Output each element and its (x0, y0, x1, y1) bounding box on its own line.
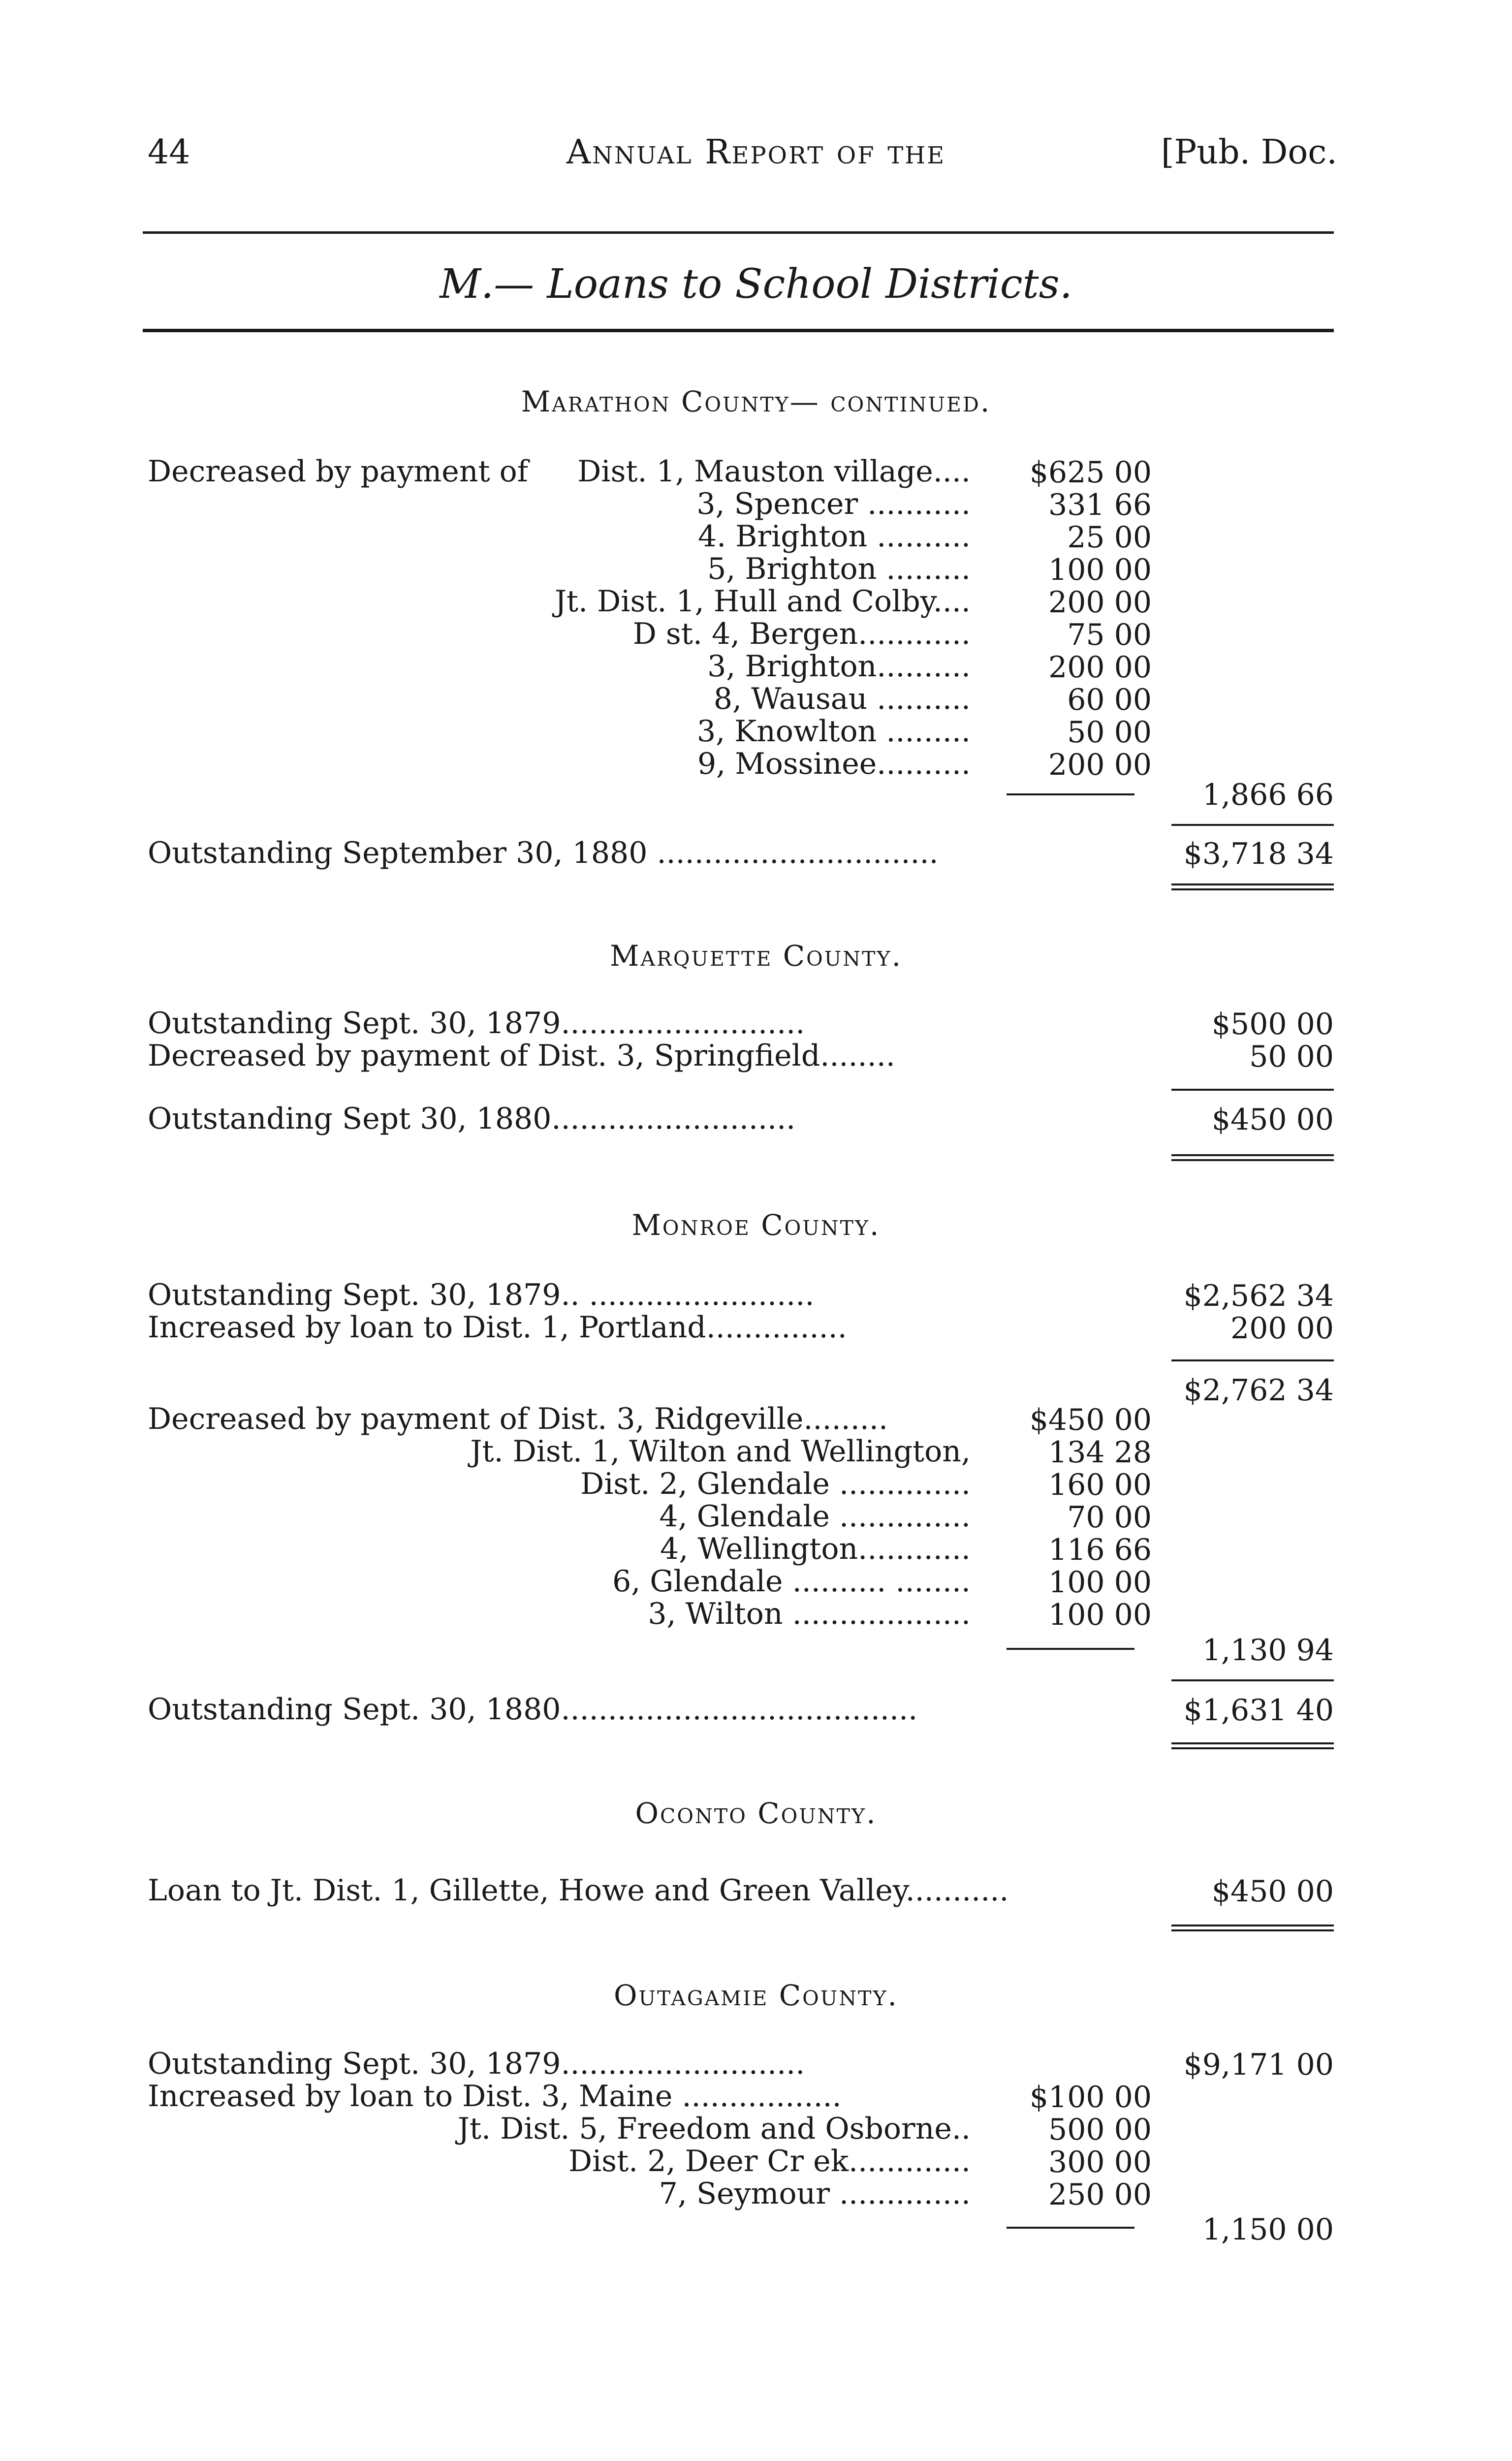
outagamie-loan-label: Jt. Dist. 5, Freedom and Osborne.. (457, 2112, 971, 2146)
monroe-payment-label: Dist. 2, Glendale .............. (580, 1467, 971, 1501)
marathon-row-label: 3, Brighton.......... (707, 649, 971, 684)
monroe-payment-amount: 116 66 (1048, 1533, 1152, 1567)
marathon-row-amount: 200 00 (1048, 650, 1152, 685)
marathon-row-label: 3, Spencer ........... (696, 487, 971, 521)
marquette-row-label: Outstanding Sept. 30, 1879.......................... (148, 1006, 805, 1041)
marathon-row-amount: 75 00 (1067, 618, 1152, 652)
county-heading-outagamie: Outagamie County. (614, 1979, 898, 2012)
marathon-payments-label: Decreased by payment of (148, 454, 528, 489)
monroe-row-label: Increased by loan to Dist. 1, Portland............... (148, 1310, 847, 1345)
monroe-payment-label: 4, Glendale .............. (659, 1499, 971, 1534)
monroe-payment-amount: $450 00 (1029, 1403, 1152, 1437)
monroe-payment-label: Jt. Dist. 1, Wilton and Wellington, (470, 1434, 971, 1469)
marathon-row-label: 8, Wausau .......... (713, 682, 971, 716)
running-title: Annual Report of the (566, 133, 946, 172)
county-heading-oconto: Oconto County. (635, 1797, 877, 1830)
double-rule (1171, 1925, 1334, 1931)
monroe-subtotal: 1,130 94 (1202, 1633, 1334, 1668)
total-rule (1171, 1359, 1334, 1361)
marathon-row-label: 5, Brighton ......... (707, 552, 971, 586)
marquette-row-label: Decreased by payment of Dist. 3, Springfield........ (148, 1039, 895, 1073)
marathon-row-label: 3, Knowlton ......... (696, 714, 971, 749)
monroe-payment-amount: 100 00 (1048, 1598, 1152, 1632)
marathon-row-amount: 50 00 (1067, 715, 1152, 750)
marathon-row-label: 4. Brighton .......... (697, 519, 971, 554)
marathon-row-amount: 25 00 (1067, 520, 1152, 555)
marathon-row-label: Jt. Dist. 1, Hull and Colby.... (554, 584, 971, 619)
county-heading-marquette: Marquette County. (609, 939, 903, 973)
monroe-payments-label: Decreased by payment of Dist. 3, Ridgeville......... (148, 1402, 888, 1436)
oconto-loan-label: Loan to Jt. Dist. 1, Gillette, Howe and Green Valley........... (148, 1873, 1009, 1908)
marathon-row-label: Dist. 1, Mauston village.... (577, 454, 971, 489)
double-rule (1171, 1154, 1334, 1161)
section-title: M.— Loans to School Districts. (440, 261, 1072, 308)
monroe-row-amount: $2,562 34 (1183, 1279, 1334, 1313)
monroe-payment-label: 4, Wellington............ (660, 1532, 971, 1566)
county-heading-marathon: Marathon County— continued. (521, 385, 991, 418)
document-label: [Pub. Doc. (1161, 133, 1337, 172)
marquette-row-amount: $500 00 (1211, 1007, 1334, 1041)
marathon-row-label: D st. 4, Bergen............ (632, 617, 971, 651)
monroe-payment-label: 3, Wilton ................... (648, 1597, 971, 1631)
monroe-payment-amount: 100 00 (1048, 1565, 1152, 1600)
marathon-outstanding-label: Outstanding September 30, 1880 .............................. (148, 836, 939, 870)
marathon-outstanding-value: $3,718 34 (1183, 837, 1334, 871)
total-rule (1171, 1089, 1334, 1091)
outagamie-loan-amount: 250 00 (1048, 2177, 1152, 2212)
outagamie-loan-amount: 300 00 (1048, 2145, 1152, 2179)
marquette-outstanding-value: $450 00 (1211, 1103, 1334, 1137)
outagamie-loans-label: Increased by loan to Dist. 3, Maine ................. (148, 2079, 842, 2114)
monroe-row-amount: 200 00 (1230, 1311, 1334, 1346)
subtotal-rule (1007, 1648, 1134, 1650)
outagamie-loan-label: Dist. 2, Deer Cr ek............. (568, 2144, 971, 2178)
monroe-payment-amount: 70 00 (1067, 1500, 1152, 1535)
marathon-row-amount: 200 00 (1048, 748, 1152, 782)
total-rule (1171, 824, 1334, 826)
subtotal-rule (1007, 2227, 1134, 2229)
outagamie-outstanding-value: $9,171 00 (1183, 2048, 1334, 2082)
outagamie-loan-label: 7, Seymour .............. (659, 2177, 971, 2211)
outagamie-loan-amount: 500 00 (1048, 2113, 1152, 2147)
marathon-row-amount: 331 66 (1048, 488, 1152, 522)
monroe-payment-amount: 134 28 (1048, 1435, 1152, 1470)
county-heading-monroe: Monroe County. (631, 1208, 881, 1242)
marathon-row-amount: 200 00 (1048, 585, 1152, 620)
marathon-row-amount: $625 00 (1029, 455, 1152, 490)
monroe-payment-amount: 160 00 (1048, 1468, 1152, 1502)
monroe-running-total: $2,762 34 (1183, 1373, 1334, 1408)
marquette-outstanding-label: Outstanding Sept 30, 1880.......................... (148, 1102, 796, 1136)
marathon-row-amount: 100 00 (1048, 553, 1152, 587)
marathon-row-label: 9, Mossinee.......... (697, 747, 971, 781)
double-rule (1171, 1742, 1334, 1749)
double-rule (1171, 883, 1334, 890)
oconto-loan-value: $450 00 (1211, 1874, 1334, 1909)
total-rule (1171, 1679, 1334, 1681)
header-rule (143, 231, 1334, 234)
monroe-row-label: Outstanding Sept. 30, 1879.. ........................ (148, 1278, 815, 1312)
subtotal-rule (1007, 793, 1134, 795)
page-number: 44 (148, 133, 190, 172)
monroe-outstanding-value: $1,631 40 (1183, 1693, 1334, 1728)
marathon-row-amount: 60 00 (1067, 683, 1152, 717)
monroe-payment-label: 6, Glendale .......... ........ (612, 1564, 971, 1599)
marathon-subtotal: 1,866 66 (1202, 778, 1334, 812)
monroe-outstanding-label: Outstanding Sept. 30, 1880...................................... (148, 1692, 918, 1727)
outagamie-outstanding-label: Outstanding Sept. 30, 1879.......................... (148, 2047, 805, 2081)
outagamie-subtotal: 1,150 00 (1202, 2212, 1334, 2247)
section-rule (143, 329, 1334, 332)
outagamie-loan-amount: $100 00 (1029, 2080, 1152, 2114)
marquette-row-amount: 50 00 (1249, 1040, 1334, 1074)
